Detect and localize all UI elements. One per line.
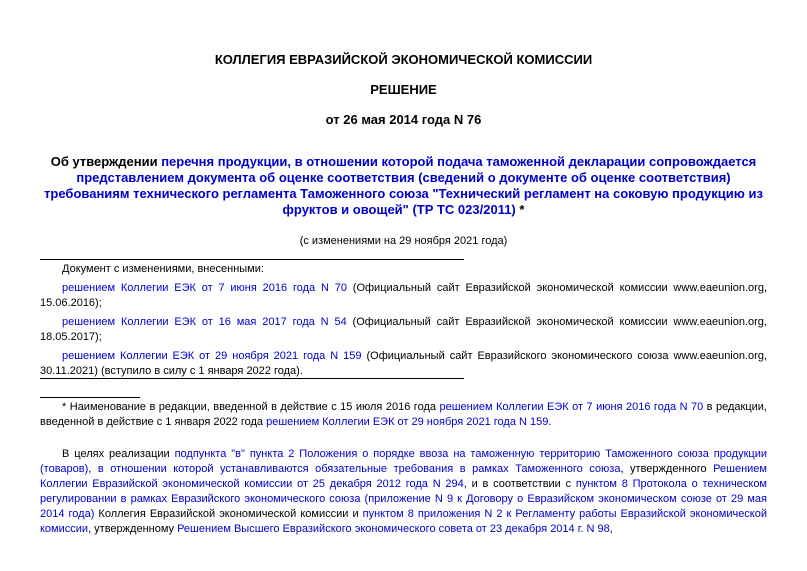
issuing-body: КОЛЛЕГИЯ ЕВРАЗИЙСКОЙ ЭКОНОМИЧЕСКОЙ КОМИССИИ	[214, 52, 593, 67]
title-prefix: Об утверждении	[50, 154, 162, 169]
changes-note: (с изменениями на 29 ноября 2021 года)	[299, 235, 508, 247]
title-link[interactable]: перечня продукции, в отношении которой подача таможенной декларации сопровождается представлением документа об оценке соответствия (сведений о документе об оценке соответствия) требованиям технического регламента Таможенного союза "Технический регламент на соковую продукцию из фруктов и овощей" (ТР ТС 023/2011)	[44, 154, 763, 217]
amendment-link-3[interactable]: решением Коллегии ЕЭК от 29 ноября 2021 года N 159	[62, 350, 362, 362]
amendment-item: решением Коллегии ЕЭК от 7 июня 2016 года N 70 (Официальный сайт Евразийской экономической комиссии www.eaeunion.org, 15.06.2016);	[40, 282, 767, 309]
preamble: В целях реализации подпункта "в" пункта 2 Положения о порядке ввоза на таможенную территорию Таможенного союза продукции (товаров), в отношении которой устанавливаются обязательные требования в рамках Таможенного союза, утвержденного Решением Коллегии Евразийской экономической комиссии от 25 декабря 2012 года N 294, и в соответствии с пунктом 8 Протокола о техническом регулировании в рамках Евразийского экономического союза (приложение N 9 к Договору о Евразийском экономическом союзе от 29 мая 2014 года) Коллегия Евразийской экономической комиссии и пунктом 8 приложения N 2 к Регламенту работы Евразийской экономической комиссии, утвержденному Решением Высшего Евразийского экономического совета от 23 декабря 2014 г. N 98,	[40, 448, 768, 535]
divider-bottom	[40, 378, 464, 379]
amendment-item: решением Коллегии ЕЭК от 16 мая 2017 года N 54 (Официальный сайт Евразийской экономической комиссии www.eaeunion.org, 18.05.2017);	[40, 316, 767, 343]
footnote-separator	[40, 397, 140, 398]
amendment-link-1[interactable]: решением Коллегии ЕЭК от 7 июня 2016 года N 70	[62, 282, 347, 294]
document-title	[40, 154, 767, 218]
preamble-link-3[interactable]: пунктом 8 Протокола о техническом регулировании в рамках Евразийского экономического союза (приложение N 9 к Договору о Евразийском экономическом союзе от 29 мая 2014 года)	[40, 478, 767, 520]
footnote: * Наименование в редакции, введенной в действие с 15 июля 2016 года решением Коллегии ЕЭК от 7 июня 2016 года N 70 в редакции, введенной в действие с 1 января 2022 года решением Коллегии ЕЭК от 29 ноября 2021 года N 159.	[40, 401, 767, 428]
preamble-link-2[interactable]: Решением Коллегии Евразийской экономической комиссии от 25 декабря 2012 года N 294	[40, 463, 767, 490]
preamble-link-5[interactable]: Решением Высшего Евразийского экономического совета от 23 декабря 2014 г. N 98	[177, 523, 610, 535]
divider-top	[40, 259, 464, 260]
amendment-link-2[interactable]: решением Коллегии ЕЭК от 16 мая 2017 года N 54	[62, 316, 347, 328]
footnote-link-1[interactable]: решением Коллегии ЕЭК от 7 июня 2016 года N 70	[439, 401, 704, 413]
title-suffix: *	[515, 202, 525, 217]
amendments-intro: Документ с изменениями, внесенными:	[62, 263, 264, 275]
amendments-block	[40, 262, 767, 383]
preamble-link-1[interactable]: подпункта "в" пункта 2 Положения о порядке ввоза на таможенную территорию Таможенного союза продукции (товаров), в отношении которой устанавливаются обязательные требования в рамках Таможенного союза	[40, 448, 768, 475]
footnote-link-2[interactable]: решением Коллегии ЕЭК от 29 ноября 2021 года N 159	[266, 416, 549, 428]
document-type: РЕШЕНИЕ	[370, 82, 437, 97]
document-date-number: от 26 мая 2014 года N 76	[325, 112, 482, 127]
amendment-item: решением Коллегии ЕЭК от 29 ноября 2021 года N 159 (Официальный сайт Евразийского экономического союза www.eaeunion.org, 30.11.2021) (вступило в силу с 1 января 2022 года).	[40, 350, 767, 377]
preamble-link-4[interactable]: пунктом 8 приложения N 2 к Регламенту работы Евразийской экономической комиссии	[40, 508, 768, 535]
